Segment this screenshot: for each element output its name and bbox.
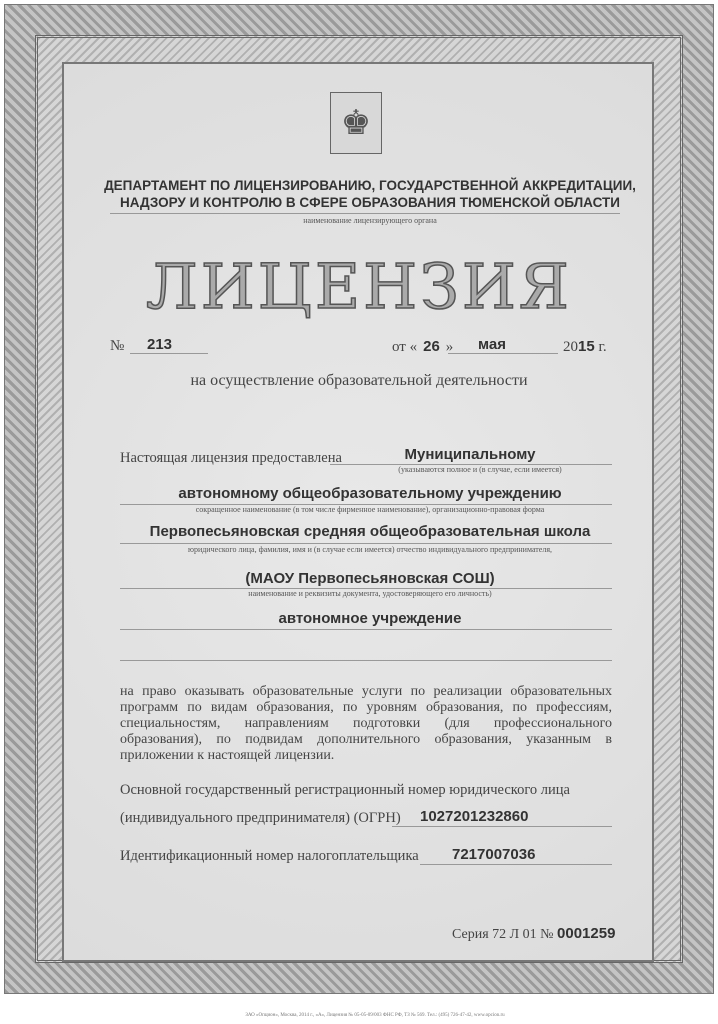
grantee-line-2: автономному общеобразовательному учреждению xyxy=(178,485,562,502)
number-label: № xyxy=(110,338,125,354)
grantee-line-4: (МАОУ Первопесьяновская СОШ) xyxy=(245,570,495,587)
ogrn-label-2: (индивидуального предпринимателя) (ОГРН) xyxy=(120,810,401,826)
grantee-caption-2: сокращенное наименование (в том числе фирменное наименование), организационно-правовая форма xyxy=(195,505,545,514)
printer-footer: ЗАО «Опцион», Москва, 2014 г., «А», Лицензия № 05-05-09/003 ФНС РФ, ТЗ № 569. Тел.: (495) 726-47-42, www.opcion.ru xyxy=(245,1013,505,1018)
year-value: 15 xyxy=(578,338,595,355)
ogrn-value: 1027201232860 xyxy=(420,808,529,825)
series-value: 72 Л 01 xyxy=(492,927,537,942)
grantee-line-3: Первопесьяновская средняя общеобразовательная школа xyxy=(149,523,591,540)
date-year xyxy=(563,338,607,356)
series-number-label: № xyxy=(540,927,554,942)
year-prefix: 20 xyxy=(563,339,578,355)
date-mid: » xyxy=(445,339,454,355)
series-label: Серия xyxy=(452,927,489,942)
grantee-caption-1: (указываются полное и (в случае, если имеется) xyxy=(398,465,562,474)
authority-caption: наименование лицензирующего органа xyxy=(303,216,437,225)
grantee-line-1: Муниципальному xyxy=(404,446,536,463)
year-suffix: г. xyxy=(598,339,607,355)
authority-line-1: ДЕПАРТАМЕНТ ПО ЛИЦЕНЗИРОВАНИЮ, ГОСУДАРСТВЕННОЙ АККРЕДИТАЦИИ, xyxy=(104,178,636,193)
inn-value: 7217007036 xyxy=(452,846,536,863)
date-day: 26 xyxy=(423,338,440,355)
date-prefix: от « xyxy=(392,339,418,355)
licensing-authority xyxy=(100,177,640,211)
ogrn-label-1: Основной государственный регистрационный номер юридического лица xyxy=(120,782,570,798)
grantee-caption-3: юридического лица, фамилия, имя и (в случае если имеется) отчество индивидуального предпринимателя, xyxy=(187,545,553,554)
date-month: мая xyxy=(478,336,506,353)
grantee-label: Настоящая лицензия предоставлена xyxy=(120,450,342,466)
series-block xyxy=(452,925,615,943)
grantee-caption-4: наименование и реквизиты документа, удостоверяющего его личность) xyxy=(248,589,492,598)
document-title: ЛИЦЕНЗИЯ xyxy=(146,250,572,323)
license-date xyxy=(392,338,453,356)
license-purpose: на осуществление образовательной деятельности xyxy=(190,372,528,389)
rights-text: на право оказывать образовательные услуги по реализации образовательных программ по видам образования, по уровням образования, по профессиям, специальностям, направлениям подготовки (для профессионального образования), по подвидам дополнительного образования, указанным в приложении к настоящей лицензии. xyxy=(120,684,612,763)
inn-label: Идентификационный номер налогоплательщика xyxy=(120,848,419,864)
license-number: 213 xyxy=(147,336,173,353)
series-number: 0001259 xyxy=(557,925,616,942)
authority-line-2: НАДЗОРУ И КОНТРОЛЮ В СФЕРЕ ОБРАЗОВАНИЯ ТЮМЕНСКОЙ ОБЛАСТИ xyxy=(120,195,620,210)
coat-of-arms-emblem: ♚ xyxy=(330,92,382,154)
grantee-line-5: автономное учреждение xyxy=(278,610,462,627)
